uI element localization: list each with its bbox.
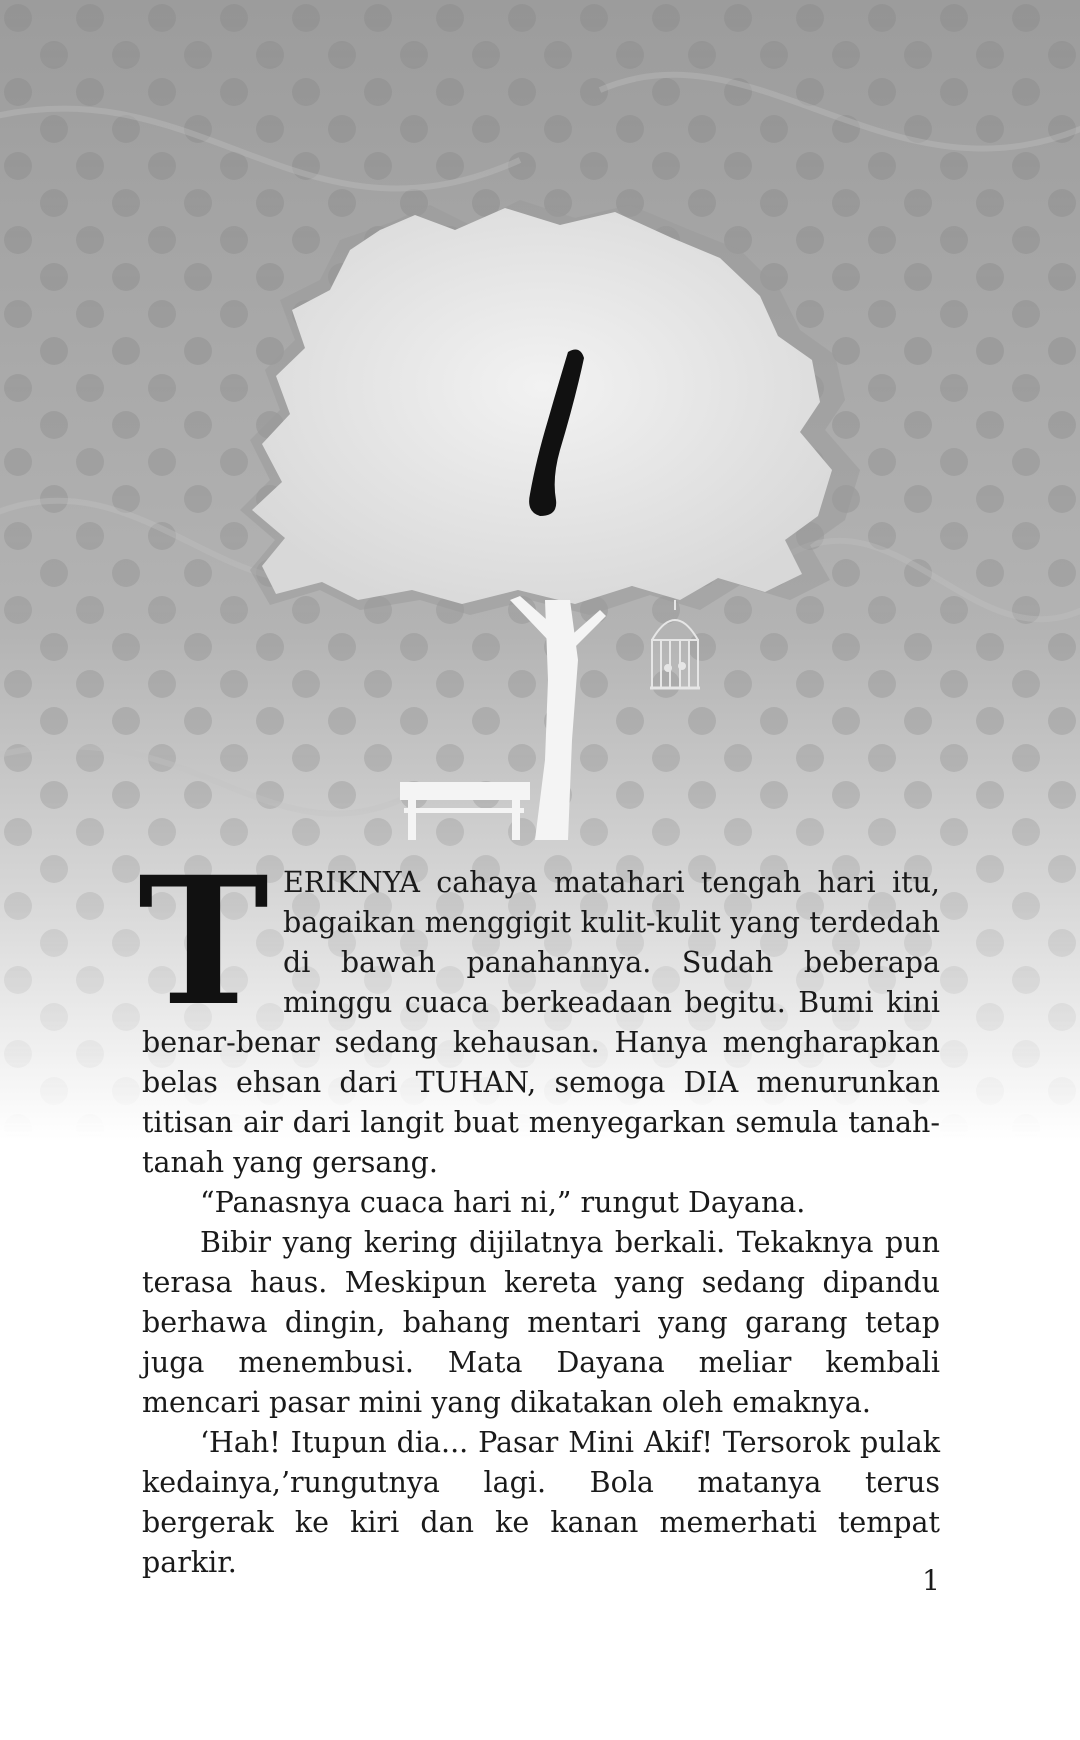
first-paragraph-text: ERIKNYA cahaya matahari tengah hari itu, bagaikan menggigit kulit-kulit yang terdedah di bawah panahannya. Sudah beberapa minggu cuaca berkeadaan begitu. Bumi kini benar-benar sedang kehausan. Hanya mengharapkan belas ehsan dari TUHAN, semoga DIA menurunkan titisan air dari langit buat menyegarkan semula tanah-tanah yang gersang. [142, 866, 940, 1179]
page-number: 1 [922, 1564, 940, 1597]
paragraph: ‘Hah! Itupun dia... Pasar Mini Akif! Tersorok pulak kedainya,’rungutnya lagi. Bola matanya terus bergerak ke kiri dan ke kanan memerhati tempat parkir. [142, 1426, 940, 1579]
chapter-body [138, 838, 940, 1583]
paragraph: Bibir yang kering dijilatnya berkali. Tekaknya pun terasa haus. Meskipun kereta yang sedang dipandu berhawa dingin, bahang mentari yang garang tetap juga menembusi. Mata Dayana meliar kembali mencari pasar mini yang dikatakan oleh emaknya. [142, 1226, 940, 1419]
paragraph: “Panasnya cuaca hari ni,” rungut Dayana. [200, 1186, 806, 1219]
drop-cap: T [138, 838, 269, 1045]
first-paragraph [138, 838, 940, 1183]
